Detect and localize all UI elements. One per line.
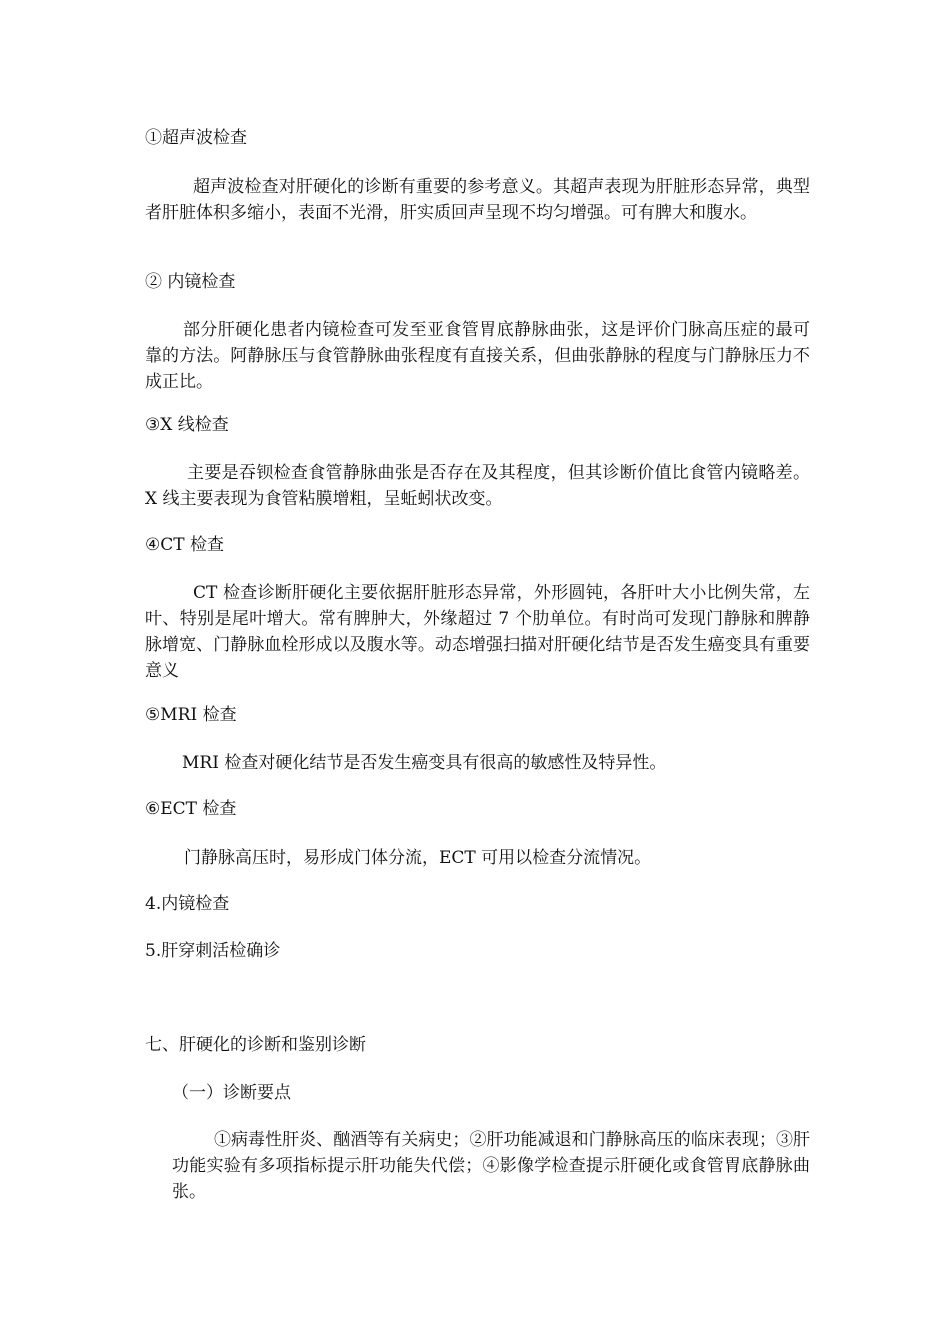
section-heading-xray: ③X 线检查 <box>145 415 229 435</box>
section-heading-endoscopy: ② 内镜检查 <box>145 272 236 292</box>
section-heading-ect: ⑥ECT 检查 <box>145 799 237 819</box>
paragraph-ultrasound: 超声波检查对肝硬化的诊断有重要的参考意义。其超声表现为肝脏形态异常，典型者肝脏体积多缩小，表面不光滑，肝实质回声呈现不均匀增强。可有脾大和腹水。 <box>145 177 810 223</box>
paragraph-mri: MRI 检查对硬化结节是否发生癌变具有很高的敏感性及特异性。 <box>182 753 667 773</box>
paragraph-diagnosis-points: ①病毒性肝炎、酗酒等有关病史；②肝功能减退和门静脉高压的临床表现；③肝功能实验有多项指标提示肝功能失代偿；④影像学检查提示肝硬化或食管胃底静脉曲张。 <box>172 1130 810 1202</box>
paragraph-ct: CT 检查诊断肝硬化主要依据肝脏形态异常，外形圆钝，各肝叶大小比例失常，左叶、特别是尾叶增大。常有脾肿大，外缘超过 7 个肋单位。有时尚可发现门静脉和脾静脉增宽、门静脉血栓形成以及腹水等。动态增强扫描对肝硬化结节是否发生癌变具有重要意义 <box>145 583 810 681</box>
paragraph-xray: 主要是吞钡检查食管静脉曲张是否存在及其程度，但其诊断价值比食管内镜略差。X 线主要表现为食管粘膜增粗，呈蚯蚓状改变。 <box>145 463 810 509</box>
list-item-endoscopy: 4.内镜检查 <box>145 894 230 914</box>
section-heading-mri: ⑤MRI 检查 <box>145 705 237 725</box>
chapter-title: 七、肝硬化的诊断和鉴别诊断 <box>145 1035 366 1055</box>
paragraph-ect: 门静脉高压时，易形成门体分流，ECT 可用以检查分流情况。 <box>184 848 652 868</box>
subheading-diagnosis-points: （一）诊断要点 <box>172 1083 291 1103</box>
paragraph-endoscopy: 部分肝硬化患者内镜检查可发至亚食管胃底静脉曲张，这是评价门脉高压症的最可靠的方法。阿静脉压与食管静脉曲张程度有直接关系，但曲张静脉的程度与门静脉压力不成正比。 <box>145 320 810 392</box>
section-heading-ultrasound: ①超声波检查 <box>145 128 247 148</box>
list-item-liver-biopsy: 5.肝穿刺活检确诊 <box>145 941 281 961</box>
section-heading-ct: ④CT 检查 <box>145 535 224 555</box>
